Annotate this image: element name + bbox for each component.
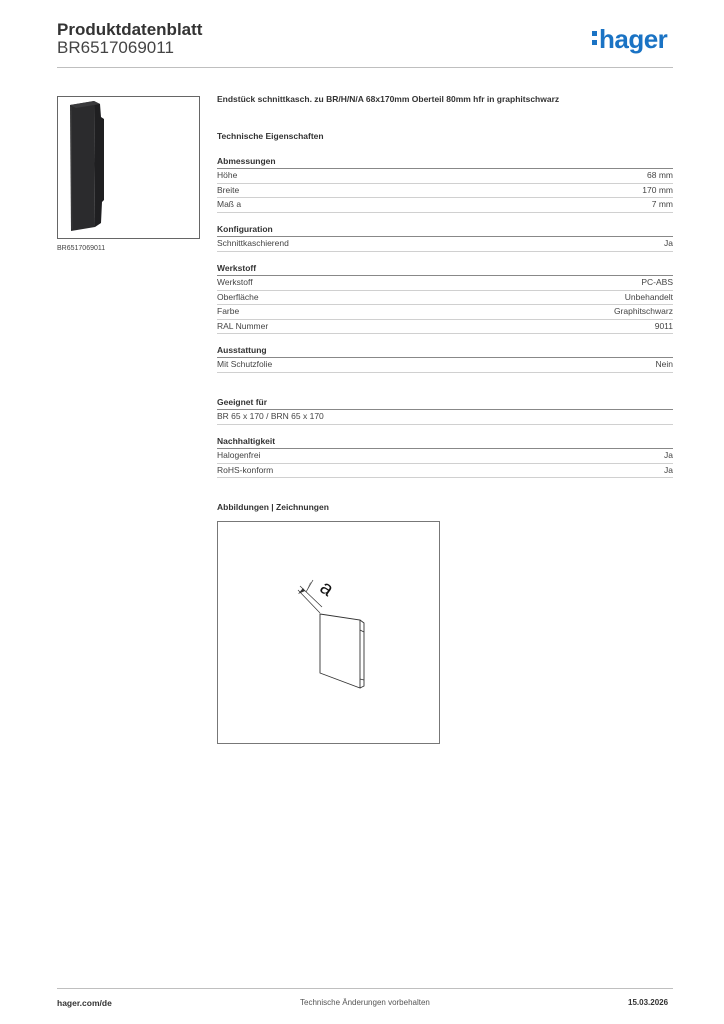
property-row (217, 305, 673, 320)
property-value: Ja (664, 464, 673, 475)
footer-notice: Technische Änderungen vorbehalten (300, 998, 430, 1007)
property-row (217, 276, 673, 291)
section-heading: Abmessungen (217, 156, 673, 169)
footer-website-link[interactable]: hager.com/de (57, 998, 112, 1008)
section-nachhaltigkeit (217, 436, 673, 478)
technical-drawing (218, 522, 439, 743)
property-row (217, 198, 673, 213)
product-info (217, 94, 673, 141)
page-title: Produktdatenblatt (57, 20, 203, 39)
section-heading: Werkstoff (217, 263, 673, 276)
property-label: RAL Nummer (217, 320, 269, 331)
technical-properties-heading: Technische Eigenschaften (217, 131, 324, 141)
section-werkstoff (217, 263, 673, 334)
property-value: Ja (664, 238, 673, 248)
figures-heading: Abbildungen | Zeichnungen (217, 502, 329, 512)
property-label: Breite (217, 184, 240, 195)
property-value: Nein (655, 359, 673, 369)
property-value: 170 mm (642, 184, 673, 195)
product-image-frame (57, 96, 200, 239)
section-heading: Geeignet für (217, 397, 673, 410)
property-label: Halogenfrei (217, 450, 261, 460)
property-row (217, 449, 673, 464)
property-value: 9011 (654, 320, 673, 331)
property-label: Schnittkaschierend (217, 238, 289, 248)
property-value: 7 mm (651, 199, 673, 209)
property-row (217, 464, 673, 479)
footer-divider (57, 988, 673, 989)
footer-date: 15.03.2026 (628, 998, 669, 1007)
hager-logo[interactable] (592, 26, 667, 52)
property-value: Unbehandelt (624, 291, 673, 302)
section-geeignet-fuer (217, 397, 673, 425)
property-value: 68 mm (647, 170, 673, 180)
header-divider (57, 67, 673, 68)
section-konfiguration (217, 224, 673, 252)
property-row (217, 410, 673, 425)
product-image-caption: BR6517069011 (57, 245, 106, 252)
logo-text: hager (599, 24, 668, 54)
property-value: Ja (664, 450, 673, 460)
product-description: Endstück schnittkasch. zu BR/H/N/A 68x170mm Oberteil 80mm hfr in graphitschwarz (217, 94, 560, 104)
property-label: Werkstoff (217, 277, 253, 287)
property-row (217, 237, 673, 252)
property-row (217, 184, 673, 199)
section-heading: Ausstattung (217, 345, 673, 358)
technical-drawing-frame (217, 521, 440, 744)
property-row (217, 320, 673, 335)
section-ausstattung (217, 345, 673, 373)
property-label: BR 65 x 170 / BRN 65 x 170 (217, 411, 324, 421)
property-label: Mit Schutzfolie (217, 359, 273, 369)
property-label: Höhe (217, 170, 238, 180)
property-label: RoHS-konform (217, 464, 274, 475)
property-row (217, 358, 673, 373)
property-value: Graphitschwarz (613, 306, 673, 316)
product-number: BR6517069011 (57, 38, 174, 57)
property-value: PC-ABS (641, 277, 673, 287)
property-row (217, 291, 673, 306)
logo-dots-icon (592, 26, 598, 45)
product-image (58, 97, 199, 238)
section-heading: Nachhaltigkeit (217, 436, 673, 449)
property-row (217, 169, 673, 184)
property-label: Oberfläche (217, 291, 259, 302)
section-abmessungen (217, 156, 673, 213)
dimension-label: a (315, 576, 338, 601)
property-label: Maß a (217, 199, 242, 209)
section-heading: Konfiguration (217, 224, 673, 237)
property-label: Farbe (217, 306, 240, 316)
